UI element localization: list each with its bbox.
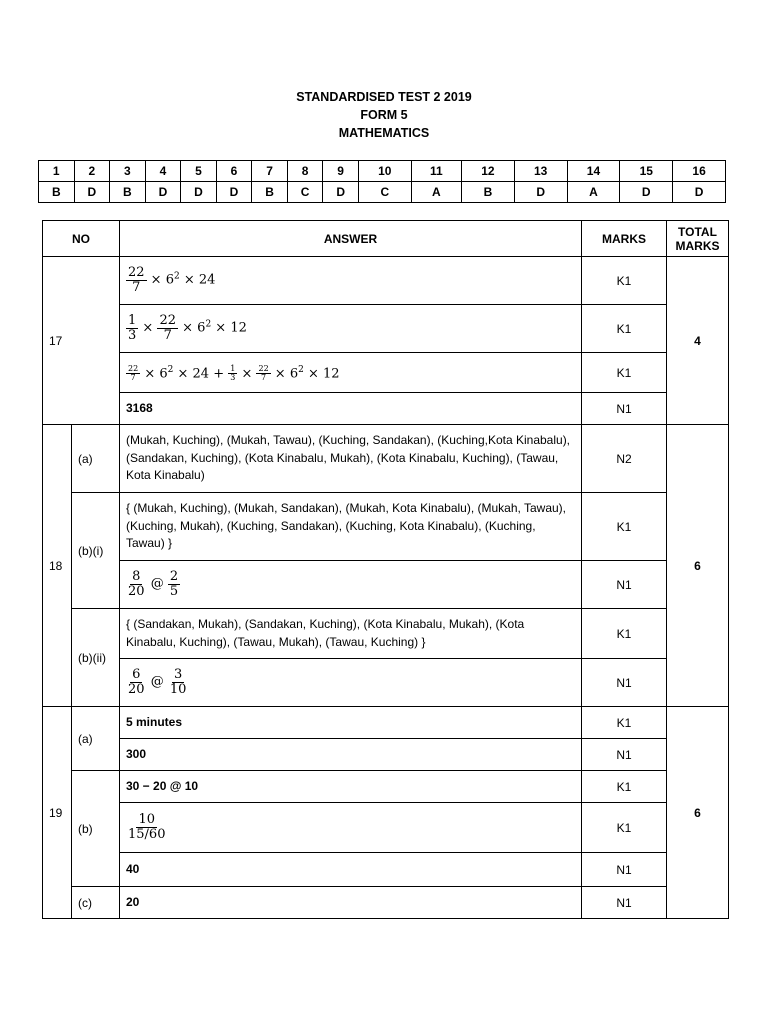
header-marks: MARKS	[582, 221, 667, 257]
mcq-number: 4	[145, 161, 181, 182]
q18bi-mark-2: N1	[582, 561, 667, 609]
fraction: $\frac{8}{20}$	[128, 569, 145, 599]
doc-subject: MATHEMATICS	[338, 126, 430, 140]
q19c-mark: N1	[582, 887, 667, 919]
mcq-number: 6	[216, 161, 252, 182]
q19a-answer-1: 5 minutes	[120, 707, 582, 739]
q17-mark-2: K1	[582, 305, 667, 353]
q18bii-mark-1: K1	[582, 609, 667, 659]
header-total-marks: TOTAL MARKS	[667, 221, 729, 257]
table-row	[43, 739, 729, 771]
q19-part-c: (c)	[72, 887, 120, 919]
table-row	[43, 853, 729, 887]
mcq-number: 3	[110, 161, 146, 182]
mcq-answer: B	[252, 182, 288, 203]
q19-total-marks: 6	[667, 707, 729, 919]
q17-mark-3: K1	[582, 353, 667, 393]
q18bii-mark-2: N1	[582, 659, 667, 707]
fraction: $\frac{3}{10}$	[169, 667, 187, 697]
table-row	[43, 257, 729, 305]
table-row	[43, 561, 729, 609]
q18a-mark: N2	[582, 425, 667, 493]
table-row	[43, 659, 729, 707]
table-row	[43, 353, 729, 393]
mcq-number: 15	[620, 161, 673, 182]
mcq-number-row	[39, 161, 726, 182]
q17-mark-1: K1	[582, 257, 667, 305]
mcq-answer: D	[181, 182, 217, 203]
q18-part-a: (a)	[72, 425, 120, 493]
q19b-mark-1: K1	[582, 771, 667, 803]
mcq-number: 7	[252, 161, 288, 182]
q19-part-a: (a)	[72, 707, 120, 771]
fraction: $\frac{22}{7}$	[128, 265, 145, 295]
table-row	[43, 393, 729, 425]
q19a-answer-2: 300	[120, 739, 582, 771]
q19-part-b: (b)	[72, 771, 120, 887]
mcq-number: 10	[358, 161, 411, 182]
mcq-number: 12	[462, 161, 515, 182]
table-header-row	[43, 221, 729, 257]
mcq-number: 11	[411, 161, 461, 182]
mcq-answer: C	[287, 182, 323, 203]
mcq-answer: A	[567, 182, 620, 203]
fraction: $\frac{2}{5}$	[169, 569, 179, 599]
mcq-answer: D	[145, 182, 181, 203]
question-number-17: 17	[43, 257, 120, 425]
table-row	[43, 609, 729, 659]
doc-title: STANDARDISED TEST 2 2019	[296, 90, 472, 104]
mcq-number: 1	[39, 161, 75, 182]
mcq-answer: D	[74, 182, 110, 203]
doc-form: FORM 5	[360, 108, 408, 122]
q19a-mark-1: K1	[582, 707, 667, 739]
q19a-mark-2: N1	[582, 739, 667, 771]
q18bi-answer-2: $\frac{8}{20}$ @ $\frac{2}{5}$	[120, 561, 582, 609]
q18-total-marks: 6	[667, 425, 729, 707]
q18bii-answer-2: $\frac{6}{20}$ @ $\frac{3}{10}$	[120, 659, 582, 707]
q19c-answer: 20	[120, 887, 582, 919]
q19b-answer-2	[120, 803, 582, 853]
q19b-answer-1: 30 − 20 @ 10	[120, 771, 582, 803]
mcq-number: 8	[287, 161, 323, 182]
header-no: NO	[43, 221, 120, 257]
fraction: $\frac{22}{7}$	[128, 364, 139, 383]
question-number-18: 18	[43, 425, 72, 707]
fraction: $\frac{6}{20}$	[128, 667, 145, 697]
q18bi-mark-1: K1	[582, 493, 667, 561]
q17-answer-4: 3168	[120, 393, 582, 425]
header-answer: ANSWER	[120, 221, 582, 257]
q17-mark-4: N1	[582, 393, 667, 425]
fraction: $\frac{10}{15/60}$	[128, 812, 166, 842]
mcq-answer: D	[673, 182, 726, 203]
mcq-number: 16	[673, 161, 726, 182]
mcq-answer: A	[411, 182, 461, 203]
table-row	[43, 305, 729, 353]
mcq-answer: C	[358, 182, 411, 203]
q17-answer-1: $\frac{22}{7}$ × $6^2 \times 24$	[120, 257, 582, 305]
mcq-answer-table	[38, 160, 726, 203]
q19b-answer-3: 40	[120, 853, 582, 887]
mcq-number: 2	[74, 161, 110, 182]
table-row	[43, 803, 729, 853]
mcq-number: 9	[323, 161, 359, 182]
q18-part-bi: (b)(i)	[72, 493, 120, 609]
mcq-answer: B	[110, 182, 146, 203]
mcq-number: 14	[567, 161, 620, 182]
table-row	[43, 493, 729, 561]
mcq-answer: D	[620, 182, 673, 203]
mcq-answer: D	[323, 182, 359, 203]
table-row	[43, 425, 729, 493]
fraction: $\frac{22}{7}$	[159, 313, 176, 343]
table-row	[43, 707, 729, 739]
question-number-19: 19	[43, 707, 72, 919]
q18-part-bii: (b)(ii)	[72, 609, 120, 707]
q17-answer-3: $\frac{22}{7}$ × $6^2 \times 24$ + $\frac{1}{3}$ × $\frac{22}{7}$ × $6^2 \times 12$	[120, 353, 582, 393]
mcq-number: 5	[181, 161, 217, 182]
mcq-answer: D	[216, 182, 252, 203]
q19b-mark-2: K1	[582, 803, 667, 853]
q17-total-marks: 4	[667, 257, 729, 425]
fraction: $\frac{22}{7}$	[258, 364, 269, 383]
mcq-answer: B	[462, 182, 515, 203]
q17-answer-2: $\frac{1}{3}$ × $\frac{22}{7}$ × $6^2 \times 12$	[120, 305, 582, 353]
mcq-answer-row	[39, 182, 726, 203]
q18a-answer: (Mukah, Kuching), (Mukah, Tawau), (Kuching, Sandakan), (Kuching,Kota Kinabalu), (Sandakan, Kuching), (Kota Kinabalu, Mukah), (Kota Kinabalu, Kuching), (Tawau, Kota Kinabalu)	[120, 425, 582, 493]
table-row	[43, 887, 729, 919]
fraction: $\frac{1}{3}$	[230, 364, 236, 383]
q19b-mark-3: N1	[582, 853, 667, 887]
fraction: $\frac{1}{3}$	[128, 313, 137, 343]
q18bii-answer-1: { (Sandakan, Mukah), (Sandakan, Kuching), (Kota Kinabalu, Mukah), (Kota Kinabalu, Kuching), (Tawau, Mukah), (Tawau, Kuching) }	[120, 609, 582, 659]
table-row	[43, 771, 729, 803]
mcq-answer: D	[514, 182, 567, 203]
mcq-number: 13	[514, 161, 567, 182]
q18bi-answer-1: { (Mukah, Kuching), (Mukah, Sandakan), (Mukah, Kota Kinabalu), (Mukah, Tawau), (Kuching, Mukah), (Kuching, Sandakan), (Kuching, Kota Kinabalu), (Kuching, Tawau) }	[120, 493, 582, 561]
answer-scheme-table	[42, 220, 729, 919]
mcq-answer: B	[39, 182, 75, 203]
